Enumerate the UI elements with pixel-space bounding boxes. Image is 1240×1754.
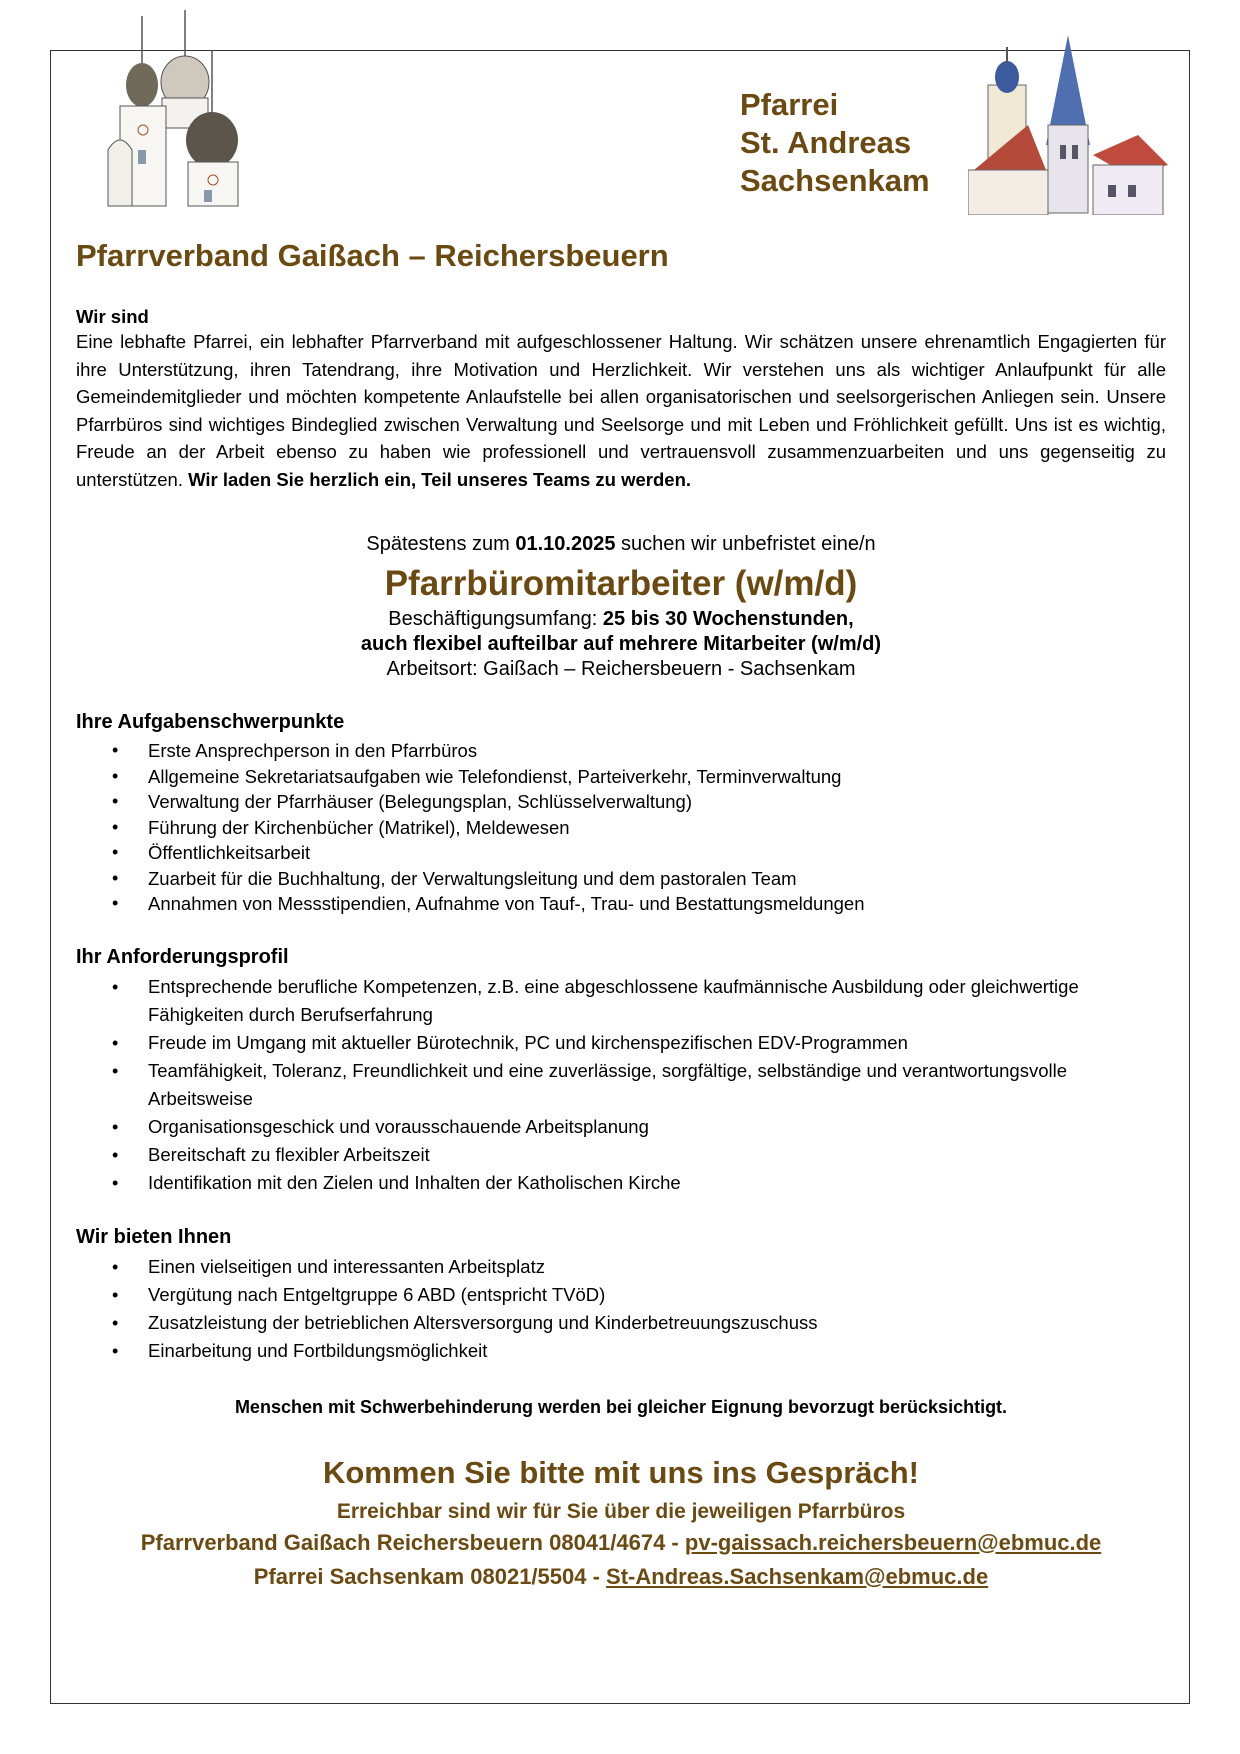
email-link-sachsenkam[interactable]: St-Andreas.Sachsenkam@ebmuc.de [606, 1563, 989, 1589]
list-item: • Identifikation mit den Zielen und Inhalten der Katholischen Kirche [76, 1169, 1166, 1197]
list-item: • Einen vielseitigen und interessanten Arbeitsplatz [76, 1253, 1166, 1281]
scope-line [76, 607, 1166, 632]
job-title: Pfarrbüromitarbeiter (w/m/d) [384, 564, 858, 603]
list-item: • Vergütung nach Entgeltgruppe 6 ABD (entspricht TVöD) [76, 1281, 1166, 1309]
tasks-heading: Ihre Aufgabenschwerpunkte [76, 711, 345, 733]
list-item: • Einarbeitung und Fortbildungsmöglichkeit [76, 1337, 1166, 1365]
list-item: • Bereitschaft zu flexibler Arbeitszeit [76, 1141, 1166, 1169]
parish-line-2: St. Andreas [740, 125, 912, 160]
start-line [76, 531, 1166, 557]
church-st-andreas-illustration [968, 25, 1168, 215]
flex-line: auch flexibel aufteilbar auf mehrere Mitarbeiter (w/m/d) [360, 633, 882, 655]
offer-list [76, 1253, 1166, 1365]
list-item: • Annahmen von Messstipendien, Aufnahme von Tauf-, Trau- und Bestattungsmeldungen [76, 891, 1166, 917]
scope-value: 25 bis 30 Wochenstunden, [602, 608, 854, 630]
parish-line-3: Sachsenkam [740, 163, 930, 198]
list-item: • Freude im Umgang mit aktueller Bürotechnik, PC und kirchenspezifischen EDV-Programmen [76, 1029, 1166, 1057]
contact-1-text: Pfarrverband Gaißach Reichersbeuern 08041/4674 - [140, 1529, 679, 1555]
org-title: Pfarrverband Gaißach – Reichersbeuern [76, 238, 669, 273]
parish-name [740, 86, 930, 200]
list-item: • Verwaltung der Pfarrhäuser (Belegungsplan, Schlüsselverwaltung) [76, 789, 1166, 815]
contact-line-1 [76, 1526, 1166, 1560]
profile-heading: Ihr Anforderungsprofil [76, 945, 289, 968]
cta-heading: Kommen Sie bitte mit uns ins Gespräch! [322, 1454, 919, 1490]
content [76, 306, 1166, 1594]
list-item: • Allgemeine Sekretariatsaufgaben wie Telefondienst, Parteiverkehr, Terminverwaltung [76, 764, 1166, 790]
contact-line-2 [76, 1560, 1166, 1594]
church-onion-dome-illustration [80, 10, 280, 210]
list-item: • Teamfähigkeit, Toleranz, Freundlichkeit und eine zuverlässige, sorgfältige, selbständige und verantwortungsvolle Arbeitsweise [76, 1057, 1166, 1113]
list-item: • Erste Ansprechperson in den Pfarrbüros [76, 738, 1166, 764]
list-item: • Entsprechende berufliche Kompetenzen, z.B. eine abgeschlossene kaufmännische Ausbildung oder gleichwertige Fähigkeiten durch Berufserfahrung [76, 973, 1166, 1029]
location-line: Arbeitsort: Gaißach – Reichersbeuern - Sachsenkam [386, 658, 856, 680]
profile-list [76, 973, 1166, 1197]
start-date: 01.10.2025 [515, 533, 616, 555]
intro-text [76, 328, 1166, 493]
list-item: • Zuarbeit für die Buchhaltung, der Verwaltungsleitung und dem pastoralen Team [76, 866, 1166, 892]
reach-line: Erreichbar sind wir für Sie über die jeweiligen Pfarrbüros [336, 1499, 906, 1523]
intro-heading: Wir sind [76, 306, 149, 327]
start-prefix: Spätestens zum [366, 533, 510, 555]
parish-line-1: Pfarrei [740, 87, 839, 122]
intro-body: Eine lebhafte Pfarrei, ein lebhafter Pfarrverband mit aufgeschlossener Haltung. Wir schätzen unsere ehrenamtlich Engagierten für ihre Unterstützung, ihren Tatendrang, ihre Motivation und Herzlichkeit. Wir verstehen uns als wichtiger Anlaufpunkt für alle Gemeindemitglieder und möchten kompetente Anlaufstelle bei allen organisatorischen und seelsorgerischen Anliegen sein. Unsere Pfarrbüros sind wichtiges Bindeglied zwischen Verwaltung und Seelsorge und mit Leben und Fröhlichkeit gefüllt. Uns ist es wichtig, Freude an der Arbeit ebenso zu haben wie professionell und vertrauensvoll zusammenzuarbeiten und uns gegenseitig zu unterstützen. [76, 331, 1166, 490]
contact-2-text: Pfarrei Sachsenkam 08021/5504 - [253, 1563, 600, 1589]
email-link-pfarrverband[interactable]: pv-gaissach.reichersbeuern@ebmuc.de [684, 1529, 1102, 1555]
tasks-list [76, 738, 1166, 917]
disability-note: Menschen mit Schwerbehinderung werden bei gleicher Eignung bevorzugt berücksichtigt. [234, 1396, 1008, 1417]
list-item: • Öffentlichkeitsarbeit [76, 840, 1166, 866]
start-suffix: suchen wir unbefristet eine/n [621, 533, 876, 555]
scope-label: Beschäftigungsumfang: [388, 608, 598, 630]
list-item: • Führung der Kirchenbücher (Matrikel), Meldewesen [76, 815, 1166, 841]
intro-bold-invitation: Wir laden Sie herzlich ein, Teil unseres Teams zu werden. [188, 468, 692, 490]
list-item: • Organisationsgeschick und vorausschauende Arbeitsplanung [76, 1113, 1166, 1141]
list-item: • Zusatzleistung der betrieblichen Altersversorgung und Kinderbetreuungszuschuss [76, 1309, 1166, 1337]
offer-heading: Wir bieten Ihnen [76, 1225, 232, 1248]
